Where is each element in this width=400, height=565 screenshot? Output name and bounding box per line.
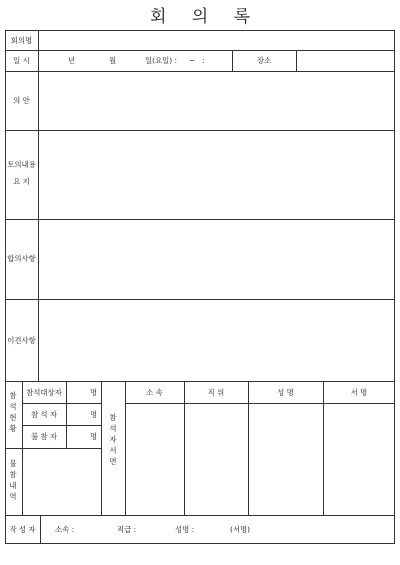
- attendance-row-divider: [22, 403, 101, 404]
- title-char: 회: [149, 7, 167, 27]
- author-name-label: 성명 :: [175, 525, 195, 534]
- day-label: 일(요일) :: [145, 56, 178, 65]
- absence-reason-label: 불참내역: [9, 459, 17, 501]
- row-divider: [5, 299, 395, 300]
- column-affiliation: 소 속: [146, 388, 163, 397]
- author-rank-label: 직급 :: [117, 525, 137, 534]
- place-label: 장소: [256, 56, 272, 65]
- author-affiliation-label: 소속 :: [55, 525, 75, 534]
- attendance-side-label: 참석현황: [9, 391, 17, 433]
- absent-count-field[interactable]: [67, 427, 89, 446]
- discussion-label-line1: 토의내용: [7, 160, 36, 169]
- attendance-row-divider: [22, 425, 101, 426]
- absence-reason-field[interactable]: [23, 450, 100, 513]
- row-divider: [5, 381, 395, 382]
- datetime-label: 일 시: [13, 56, 30, 65]
- label-column-divider: [38, 30, 39, 381]
- title-char: 의: [191, 7, 209, 27]
- signature-header-divider: [125, 403, 395, 404]
- author-label: 작 성 자: [9, 525, 36, 534]
- attendee-signature-field[interactable]: [126, 405, 394, 514]
- column-name: 성 명: [277, 388, 294, 397]
- discussion-field[interactable]: [40, 132, 393, 217]
- place-field[interactable]: [298, 52, 393, 69]
- signature-side-label: 참석자서면: [109, 413, 117, 466]
- agenda-field[interactable]: [40, 73, 393, 128]
- row-divider: [5, 71, 395, 72]
- year-label: 년: [68, 56, 76, 65]
- time-colon: :: [202, 56, 205, 65]
- dissent-field[interactable]: [40, 301, 393, 379]
- title-char: 록: [233, 7, 251, 27]
- row-divider: [5, 130, 395, 131]
- attended-label: 참 석 자: [30, 410, 58, 419]
- attendance-row-divider: [5, 448, 101, 449]
- absent-label: 불 참 자: [30, 432, 58, 441]
- meeting-name-label: 회의명: [10, 36, 33, 45]
- author-signature-label: (서명): [230, 525, 251, 534]
- place-divider: [296, 50, 297, 71]
- agreement-label: 합의사항: [7, 254, 36, 263]
- document-title: [0, 2, 400, 27]
- row-divider: [5, 515, 395, 516]
- month-label: 월: [109, 56, 117, 65]
- row-divider: [5, 50, 395, 51]
- author-divider: [40, 515, 41, 544]
- target-count-field[interactable]: [67, 383, 89, 402]
- discussion-label-line2: 요 지: [13, 177, 30, 186]
- agreement-field[interactable]: [40, 221, 393, 297]
- attendance-divider: [101, 381, 102, 515]
- unit-label: 명: [90, 388, 98, 397]
- attended-count-field[interactable]: [67, 405, 89, 424]
- unit-label: 명: [90, 432, 98, 441]
- unit-label: 명: [90, 410, 98, 419]
- dissent-label: 이견사항: [7, 336, 36, 345]
- time-dash: ~: [189, 56, 196, 65]
- row-divider: [5, 219, 395, 220]
- column-signature: 서 명: [350, 388, 368, 397]
- column-position: 직 위: [207, 388, 225, 397]
- meeting-name-field[interactable]: [40, 32, 393, 48]
- target-attendees-label: 참석대상자: [26, 388, 62, 397]
- agenda-label: 의 안: [13, 96, 30, 105]
